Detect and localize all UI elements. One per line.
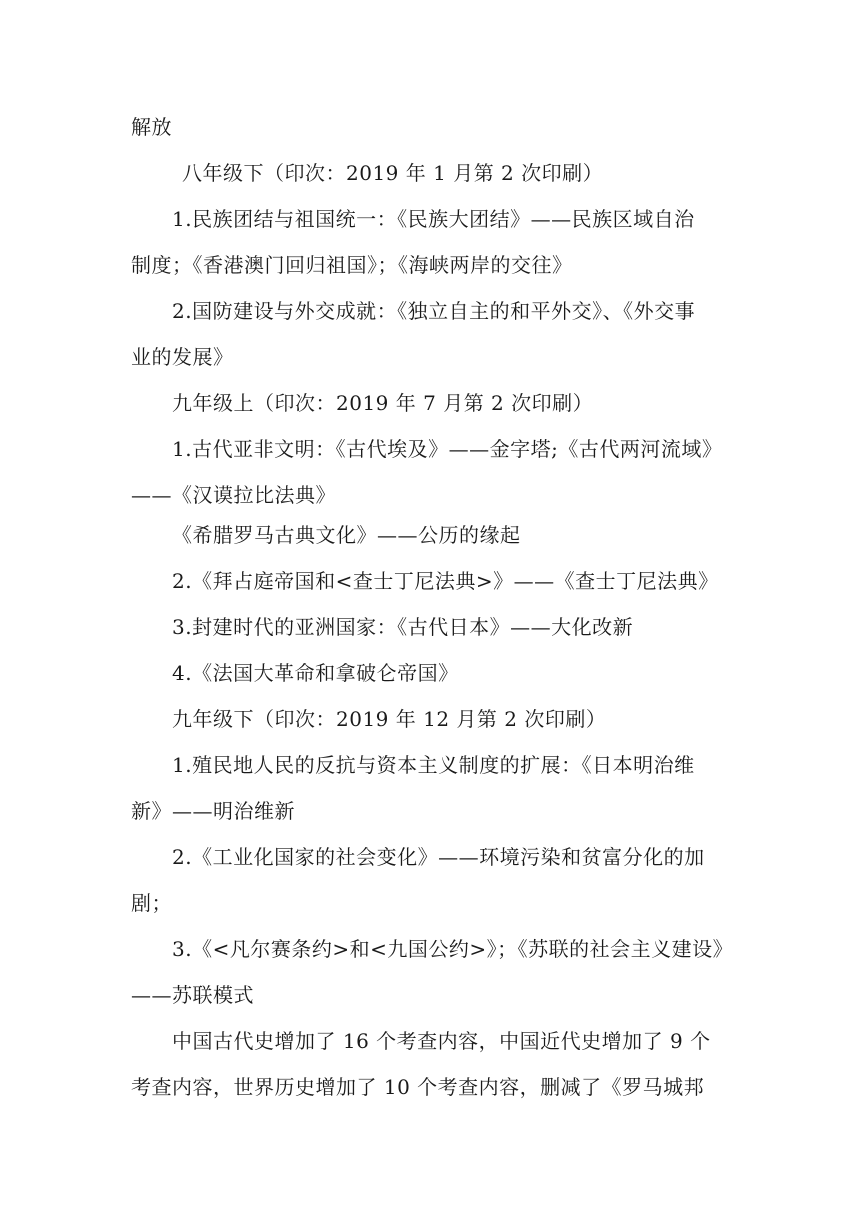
text-line: 3.封建时代的亚洲国家：《古代日本》——大化改新 [172,615,634,639]
text-line: 2.国防建设与外交成就：《独立自主的和平外交》、《外交事 [172,299,696,323]
text-line: 2.《工业化国家的社会变化》——环境污染和贫富分化的加 [172,845,705,869]
text-line: 剧； [131,891,172,915]
text-line: 4.《法国大革命和拿破仑帝国》 [172,661,459,685]
text-line: ——《汉谟拉比法典》 [131,483,336,507]
text-line: 解放 [131,115,172,139]
text-line: 考查内容，世界历史增加了 10 个考查内容，删减了《罗马城邦 [131,1075,705,1099]
section-heading: 九年级下（印次：2019 年 12 月第 2 次印刷） [172,707,607,731]
section-heading: 九年级上（印次：2019 年 7 月第 2 次印刷） [172,391,594,415]
text-line: 1.民族团结与祖国统一：《民族大团结》——民族区域自治 [172,207,695,231]
text-line: 2.《拜占庭帝国和<查士丁尼法典>》——《查士丁尼法典》 [172,569,719,593]
text-line: 中国古代史增加了 16 个考查内容，中国近代史增加了 9 个 [172,1029,711,1053]
text-line: 业的发展》 [131,345,234,369]
text-line: 1.古代亚非文明：《古代埃及》——金字塔;《古代两河流域》 [172,437,723,461]
text-line: 新》——明治维新 [131,799,295,823]
text-line: ——苏联模式 [131,983,254,1007]
text-line: 3.《<凡尔赛条约>和<九国公约>》；《苏联的社会主义建设》 [172,937,734,961]
section-heading: 八年级下（印次：2019 年 1 月第 2 次印刷） [182,161,604,185]
text-line: 《希腊罗马古典文化》——公历的缘起 [172,523,521,547]
text-line: 制度；《香港澳门回归祖国》；《海峡两岸的交往》 [131,253,573,277]
text-line: 1.殖民地人民的反抗与资本主义制度的扩展：《日本明治维 [172,753,695,777]
